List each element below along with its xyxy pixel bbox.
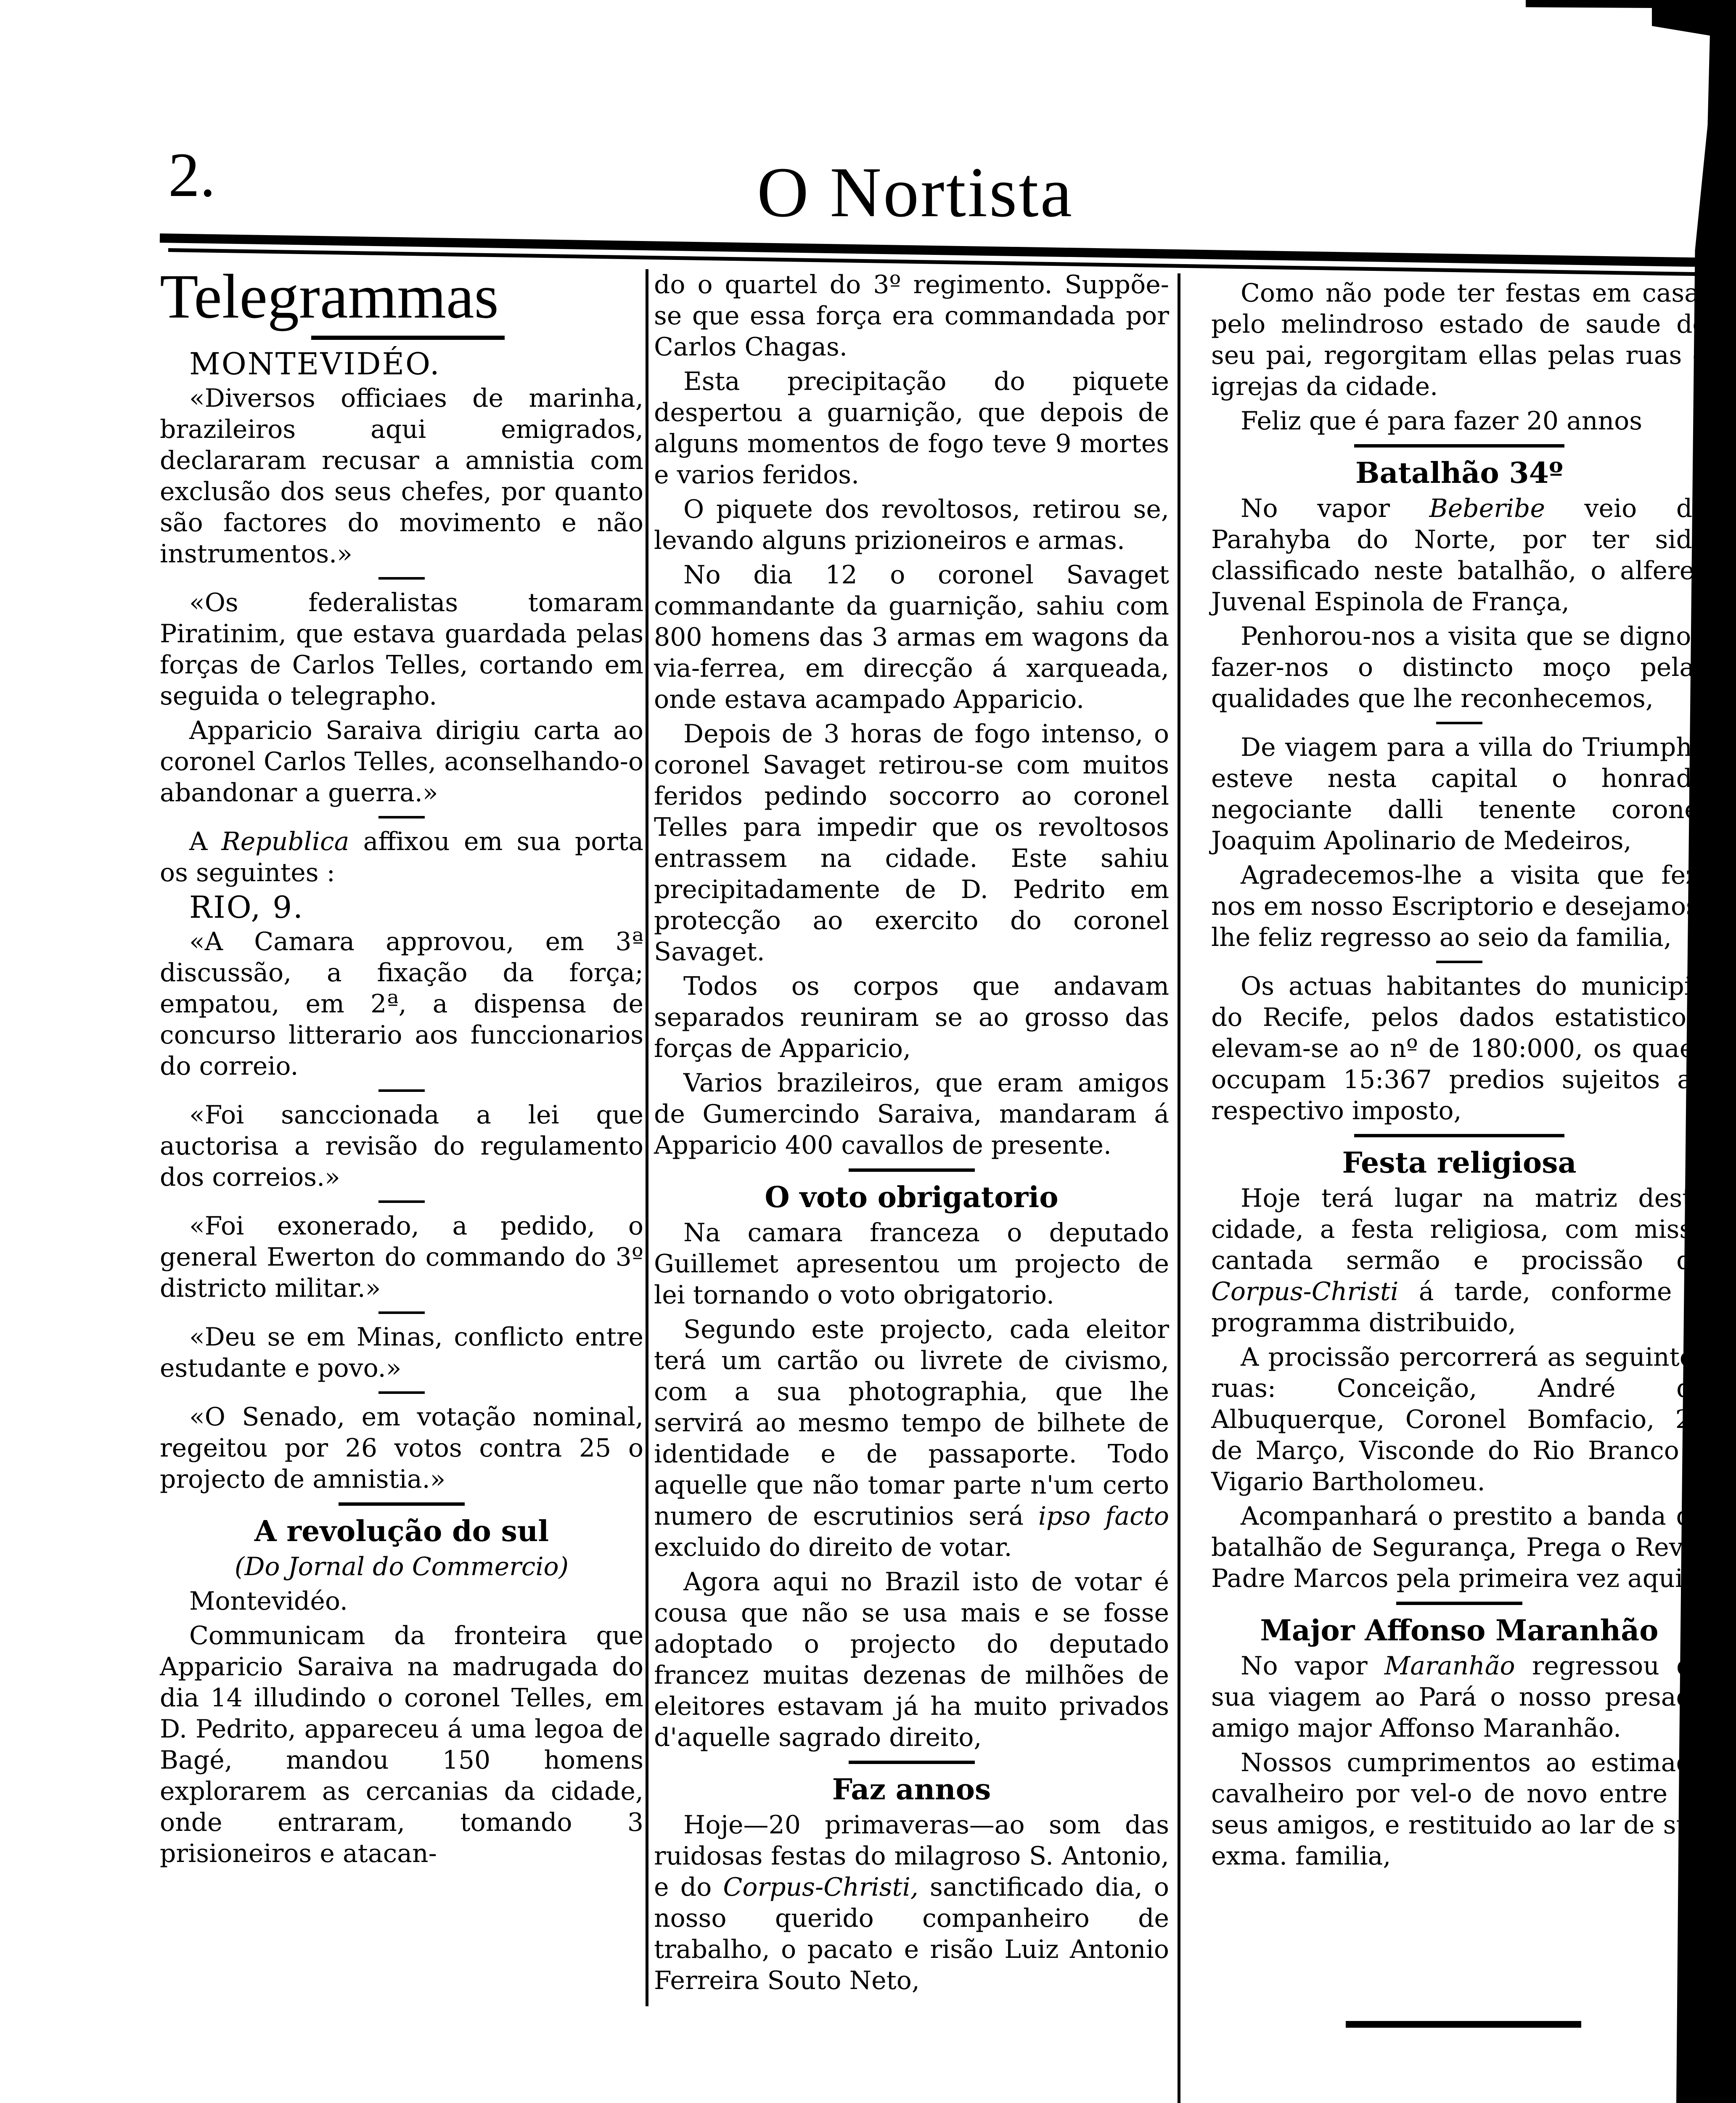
text: Hoje—20 primaveras—ao som das ruidosas festas do milagroso S. Antonio, e do bbox=[654, 1810, 1169, 1902]
paragraph: «Diversos officiaes de marinha, brazileiros aqui emigrados, declararam recusar a amnistia com exclusão dos seus chefes, por quanto são factores do movimento e não instrumentos.» bbox=[160, 384, 643, 569]
column-1 bbox=[160, 261, 643, 1873]
text: No vapor bbox=[1241, 494, 1390, 523]
dateline: MONTEVIDÉO. bbox=[189, 346, 441, 381]
separator bbox=[339, 1502, 465, 1506]
column-2 bbox=[654, 269, 1169, 2000]
text: á tarde, conforme o programma distribuido, bbox=[1211, 1277, 1707, 1338]
end-rule bbox=[1346, 2021, 1581, 2028]
article-source: (Do Jornal do Commercio) bbox=[234, 1552, 569, 1581]
dateline: Montevidéo. bbox=[189, 1587, 348, 1616]
paragraph: A procissão percorrerá as seguintes ruas: Conceição, André de Albuquerque, Coronel Bomfacio, 21 de Março, Visconde do Rio Branco e Vigario Bartholomeu. bbox=[1211, 1343, 1707, 1496]
feast-name: Corpus-Christi bbox=[1211, 1277, 1399, 1306]
paragraph: «Foi sanccionada a lei que auctorisa a revisão do regulamento dos correios.» bbox=[160, 1100, 643, 1192]
paragraph: do o quartel do 3º regimento. Suppõe-se que essa força era commandada por Carlos Chagas. bbox=[654, 270, 1169, 362]
column-3 bbox=[1211, 278, 1707, 1875]
dateline: RIO, 9. bbox=[189, 890, 304, 925]
column-divider bbox=[646, 269, 648, 2006]
separator bbox=[1396, 1602, 1522, 1605]
text: A bbox=[189, 827, 208, 856]
paragraph bbox=[1211, 1650, 1707, 1744]
article-heading: A revolução do sul bbox=[254, 1515, 549, 1548]
latin-phrase: ipso facto bbox=[1038, 1502, 1170, 1531]
paragraph bbox=[1211, 1183, 1707, 1338]
text: affixou em sua porta os seguintes : bbox=[160, 827, 643, 887]
paragraph: Agora aqui no Brazil isto de votar é cousa que não se usa mais e se fosse adoptado o projecto do deputado francez muitas dezenas de milhões de eleitores estavam já ha muito privados d'aquelle sagrado direito, bbox=[654, 1567, 1169, 1752]
separator bbox=[849, 1168, 975, 1172]
paragraph: O piquete dos revoltosos, retirou se, levando alguns prizioneiros e armas. bbox=[654, 495, 1169, 555]
separator bbox=[378, 1089, 425, 1092]
separator bbox=[378, 577, 425, 580]
feast-name: Corpus-Christi, bbox=[723, 1873, 918, 1902]
paragraph: «A Camara approvou, em 3ª discussão, a fixação da força; empatou, em 2ª, a dispensa de concurso litterario aos funccionarios do correio. bbox=[160, 927, 643, 1081]
text: No vapor bbox=[1241, 1651, 1368, 1681]
paragraph: Nossos cumprimentos ao estimado cavalheiro por vel-o de novo entre os seus amigos, e restituido ao lar de sua exma. familia, bbox=[1211, 1748, 1707, 1871]
paragraph: «Deu se em Minas, conflicto entre estudante e povo.» bbox=[160, 1322, 643, 1383]
title-rule bbox=[311, 336, 505, 340]
separator bbox=[1436, 961, 1482, 963]
column-divider bbox=[1178, 273, 1180, 2103]
paragraph: Agradecemos-lhe a visita que fez-nos em nosso Escriptorio e desejamos-lhe feliz regresso ao seio da familia, bbox=[1211, 861, 1707, 952]
paragraph: Os actuas habitantes do municipio do Recife, pelos dados estatisticos, elevam-se ao nº de 180:000, os quaes occupam 15:367 predios sujeitos ao respectivo imposto, bbox=[1211, 972, 1707, 1126]
paragraph: Como não pode ter festas em casa, pelo melindroso estado de saude de seu pai, regorgitam ellas pelas ruas e igrejas da cidade. bbox=[1211, 278, 1707, 401]
text: sanctificado dia, o nosso querido companheiro de trabalho, o pacato e risão Luiz Antonio Ferreira Souto Neto, bbox=[654, 1873, 1169, 1995]
ship-name: Maranhão bbox=[1384, 1651, 1515, 1681]
paragraph: Acompanhará o prestito a banda do batalhão de Segurança, Prega o Revd, Padre Marcos pela primeira vez aqui, bbox=[1211, 1502, 1707, 1593]
paragraph: Esta precipitação do piquete despertou a guarnição, que depois de alguns momentos de fogo teve 9 mortes e varios feridos. bbox=[654, 367, 1169, 490]
paragraph: Na camara franceza o deputado Guillemet apresentou um projecto de lei tornando o voto obrigatorio. bbox=[654, 1218, 1169, 1310]
paragraph: Communicam da fronteira que Apparicio Saraiva na madrugada do dia 14 illudindo o coronel Telles, em D. Pedrito, appareceu á uma legoa de Bagé, mandou 150 homens explorarem as cercanias da cidade, onde entraram, tomando 3 prisioneiros e atacan- bbox=[160, 1621, 643, 1868]
text: regressou de sua viagem ao Pará o nosso presado amigo major Affonso Maranhão. bbox=[1211, 1651, 1708, 1743]
newspaper-name: Republica bbox=[221, 827, 349, 856]
article-heading: Festa religiosa bbox=[1342, 1146, 1577, 1180]
paragraph: Todos os corpos que andavam separados reuniram se ao grosso das forças de Apparicio, bbox=[654, 972, 1169, 1063]
text: veio da Parahyba do Norte, por ter sido classificado neste batalhão, o alferes Juvenal Espinola de França, bbox=[1211, 494, 1708, 617]
text: Hoje terá lugar na matriz desta cidade, a festa religiosa, com missa cantada sermão e procissão de bbox=[1211, 1184, 1707, 1275]
paragraph: «Os federalistas tomaram Piratinim, que estava guardada pelas forças de Carlos Telles, cortando em seguida o telegrapho. bbox=[160, 588, 643, 711]
text: Segundo este projecto, cada eleitor terá um cartão ou livrete de civismo, com a sua photographia, que lhe servirá ao mesmo tempo de bilhete de identidade e de passaporte. Todo aquelle que não tomar parte n'um certo numero de escrutinios será bbox=[654, 1315, 1169, 1531]
separator bbox=[849, 1761, 975, 1764]
paragraph bbox=[654, 1809, 1169, 1996]
paragraph: No dia 12 o coronel Savaget commandante da guarnição, sahiu com 800 homens das 3 armas em wagons da via-ferrea, em direcção á xarqueada, onde estava acampado Apparicio. bbox=[654, 560, 1169, 714]
article-heading: Faz annos bbox=[832, 1773, 991, 1806]
separator bbox=[378, 1311, 425, 1314]
article-heading: Batalhão 34º bbox=[1355, 456, 1563, 490]
paragraph: «Foi exonerado, a pedido, o general Ewerton do commando do 3º districto militar.» bbox=[160, 1211, 643, 1303]
separator bbox=[1436, 722, 1482, 724]
paragraph bbox=[1211, 493, 1707, 617]
ship-name: Beberibe bbox=[1429, 494, 1545, 523]
paragraph: Penhorou-nos a visita que se dignou fazer-nos o distincto moço pelas qualidades que lhe reconhecemos, bbox=[1211, 622, 1707, 713]
paragraph: Apparicio Saraiva dirigiu carta ao coronel Carlos Telles, aconselhando-o abandonar a guerra.» bbox=[160, 716, 643, 808]
scan-border-top bbox=[1526, 0, 1736, 40]
paragraph: Depois de 3 horas de fogo intenso, o coronel Savaget retirou-se com muitos feridos pedindo soccorro ao coronel Telles para impedir que os revoltosos entrassem na cidade. Este sahiu precipitadamente de D. Pedrito em protecção ao exercito do coronel Savaget. bbox=[654, 719, 1169, 967]
page-number: 2. bbox=[168, 140, 216, 210]
paragraph: «O Senado, em votação nominal, regeitou por 26 votos contra 25 o projecto de amnistia.» bbox=[160, 1402, 643, 1494]
separator bbox=[1354, 1134, 1564, 1137]
paragraph: Feliz que é para fazer 20 annos bbox=[1241, 406, 1643, 436]
section-title: Telegrammas bbox=[160, 262, 499, 331]
masthead: O Nortista bbox=[757, 153, 1074, 232]
paragraph: Varios brazileiros, que eram amigos de Gumercindo Saraiva, mandaram á Apparicio 400 cavallos de presente. bbox=[654, 1068, 1169, 1160]
ornamental-separator bbox=[1354, 444, 1564, 448]
article-heading: Major Affonso Maranhão bbox=[1260, 1614, 1659, 1647]
separator bbox=[378, 1200, 425, 1203]
paragraph: De viagem para a villa do Triumpho esteve nesta capital o honrado negociante dalli tenente coronel Joaquim Apolinario de Medeiros, bbox=[1211, 733, 1707, 856]
article-heading: O voto obrigatorio bbox=[765, 1181, 1059, 1214]
separator bbox=[378, 1391, 425, 1394]
separator bbox=[378, 816, 425, 818]
text: excluido do direito de votar. bbox=[654, 1533, 1012, 1562]
paragraph bbox=[160, 826, 643, 888]
paragraph bbox=[654, 1314, 1169, 1563]
